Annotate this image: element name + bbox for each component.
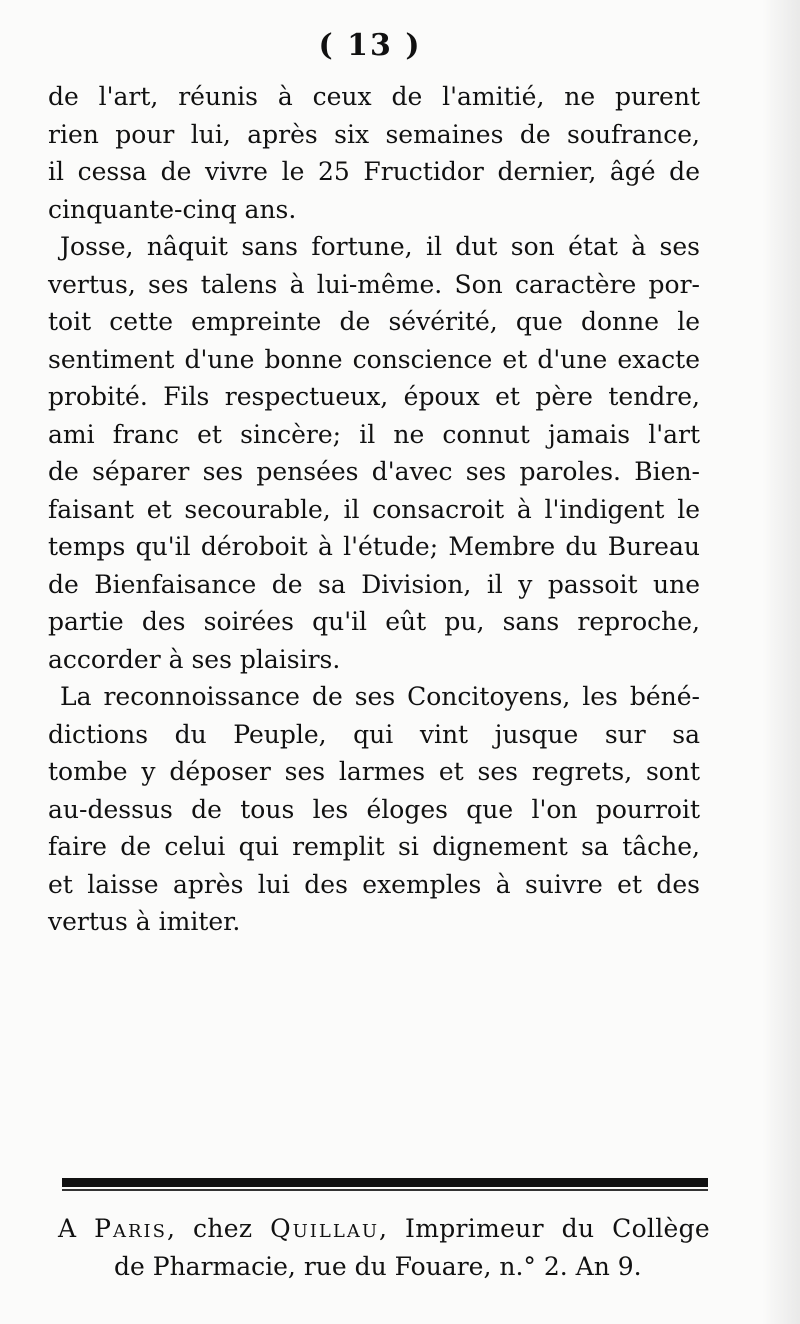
page-edge-shadow [762, 0, 800, 1324]
text-line: de séparer ses pensées d'avec ses paroles. Bien- [48, 457, 700, 486]
text-line: de Bienfaisance de sa Division, il y passoit une [48, 569, 700, 599]
text-line: tombe y déposer ses larmes et ses regrets, sont [48, 757, 700, 786]
text-line: sentiment d'une bonne conscience et d'une exacte [48, 344, 700, 374]
text-line: probité. Fils respectueux, époux et père tendre, [48, 382, 700, 411]
imprint-prefix: A [58, 1214, 77, 1243]
text-line: ami franc et sincère; il ne connut jamais l'art [48, 419, 700, 449]
imprint-printer: Quillau [270, 1214, 379, 1243]
imprint-city: Paris [94, 1214, 167, 1243]
text-line: partie des soirées qu'il eût pu, sans reproche, [48, 607, 700, 636]
text-line: toit cette empreinte de sévérité, que donne le [48, 307, 700, 336]
text-line: cinquante-cinq ans. [48, 194, 297, 224]
text-line: rien pour lui, après six semaines de soufrance, [48, 119, 700, 149]
text-line: il cessa de vivre le 25 Fructidor dernier, âgé de [48, 157, 700, 186]
text-line: et laisse après lui des exemples à suivre et des [48, 869, 700, 899]
imprint-line-1 [58, 1210, 710, 1248]
text-line: faire de celui qui remplit si dignement sa tâche, [48, 832, 700, 861]
imprint [58, 1210, 710, 1286]
text-line: temps qu'il déroboit à l'étude; Membre du Bureau [48, 532, 700, 561]
separator-rule-thin [62, 1189, 708, 1191]
imprint-chez: , chez [167, 1214, 253, 1243]
text-line: Josse, nâquit sans fortune, il dut son état à ses [60, 232, 700, 261]
text-line: de l'art, réunis à ceux de l'amitié, ne purent [48, 82, 700, 111]
imprint-rest: , Imprimeur du Collège [379, 1214, 711, 1243]
body-text [48, 78, 700, 941]
text-line: vertus, ses talens à lui-même. Son caractère por- [48, 269, 700, 299]
text-line: dictions du Peuple, qui vint jusque sur sa [48, 719, 700, 749]
text-line: vertus à imiter. [48, 907, 241, 936]
text-line: La reconnoissance de ses Concitoyens, les béné- [60, 682, 700, 711]
separator-rule [62, 1178, 708, 1192]
page-number: ( 13 ) [318, 28, 422, 63]
imprint-line-2: de Pharmacie, rue du Fouare, n.° 2. An 9. [114, 1252, 642, 1281]
text-line: faisant et secourable, il consacroit à l'indigent le [48, 494, 700, 524]
separator-rule-thick [62, 1178, 708, 1187]
text-line: accorder à ses plaisirs. [48, 644, 341, 674]
text-line: au-dessus de tous les éloges que l'on pourroit [48, 794, 700, 824]
